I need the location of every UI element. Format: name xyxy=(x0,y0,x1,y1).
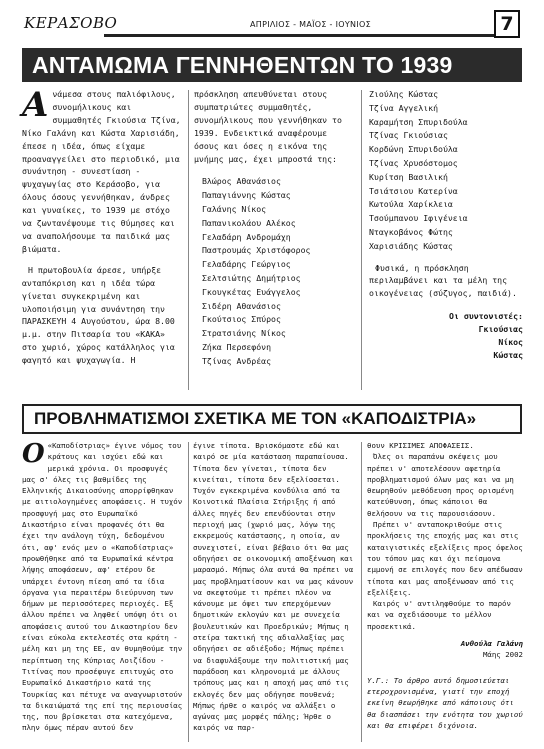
participant-name: Χαρισιάδης Κώστας xyxy=(369,240,453,251)
article1-dropcap: Α xyxy=(22,85,49,125)
coordinator-name: Γκιούσιας xyxy=(478,324,523,335)
participant-name: Κωτούλα Χαρίκλεια xyxy=(369,199,453,210)
participant-name: Καραμήτση Σπυριδούλα xyxy=(369,116,468,127)
participant-name: Παπανικολάου Αλέκος xyxy=(202,217,296,228)
participant-name: Στρατσιάνης Νίκος xyxy=(202,328,286,339)
article2-column-3-text-d: Καιρός ν' αντιληφθούμε το παρόν και να σχεδιάσουμε το μέλλον προσεκτικά. xyxy=(367,599,511,631)
column-divider xyxy=(188,442,189,742)
participant-name: Σελτσιώτης Δημήτριος xyxy=(202,273,301,284)
article2-title: ΠΡΟΒΛΗΜΑΤΙΣΜΟΙ ΣΧΕΤΙΚΑ ΜΕ ΤΟΝ «ΚΑΠΟΔΙΣΤΡΙΑ» xyxy=(22,404,522,434)
participant-name: Τζίνας Ανδρέας xyxy=(202,355,272,366)
column-divider xyxy=(361,442,362,742)
article2-column-1 xyxy=(22,440,184,734)
participant-name: Τζίνα Αγγελική xyxy=(369,102,439,113)
participant-name: Κυρίτση Βασιλική xyxy=(369,171,448,182)
article2-column-2 xyxy=(193,440,355,734)
author-name: Ανθούλα Γαλάνη xyxy=(460,639,523,649)
article2-column-2-text: έγινε τίποτα. Βρισκόμαστε εδώ και καιρό σε μία κατάσταση παραπαίουσα. Τίποτα δεν γίνεται, τίποτα δεν κινείται, τίποτα δεν εξελίσσεται. Τυχόν εγκεκριμένα κονδύλια από τα Κοινοτικά Πλαίσια Στήριξης ή από άλλες πηγές δεν επενδύονται στην περιοχή μας (χωριό μας, λόγω της εκκρεμούς κατάστασης, η οποία, αν συνεχιστεί, είναι βέβαιο ότι θα μας οδηγήσει σε οικονομική αποξένωση και μαρασμό. Μήπως όλα αυτά θα πρέπει να μας προβληματίσουν και να μας κάνουν να σκεφτούμε τι πρέπει πλέον να κάνουμε με όψει των επερχόμενων δημοτικών εκλογών και με συνεχεία βουλευτικών και Προεδρικών; Μήπως η στείρα τακτική της αδιαλλαξίας μας οδηγήσει σε αδιέξοδο; Μήπως πρέπει να διαφυλάξουμε την πολιτιστική μας παράδοση και κληρονομιά με άλλους τρόπους μας και η αποχή μας από τις εκλογές δεν μας οδήγησε πουθενά; Μήπως ήρθε ο καιρός να αλλάξει ο αγώνας μας μορφές πάλης; Ήρθε ο καιρός να παρ- xyxy=(193,441,354,733)
participant-name: Σιδέρη Αθανάσιος xyxy=(202,300,281,311)
issue-months: ΑΠΡΙΛΙΟΣ - ΜΑΪΟΣ - ΙΟΥΝΙΟΣ xyxy=(250,20,371,29)
participant-name: Γαλάνης Νίκος xyxy=(202,204,267,215)
page-number: 7 xyxy=(494,10,520,38)
participant-name: Τζίνας Χρυσόστομος xyxy=(369,157,458,168)
coordinator-name: Κώστας xyxy=(493,350,523,360)
article1-paragraph-2: Η πρωτοβουλία άρεσε, υπήρξε ανταπόκριση και η ιδέα τώρα γίνεται συγκεκριμένη και υλοποιήσιμη για συνάντηση την ΠΑΡΑΣΚΕΥΗ 4 Αυγούστου, ώρα 8.00 μ.μ. στην Πιτσαρία του «ΚΑΚΑ» στο χωριό, χώρος κατάλληλος για φαγητό και ψυχαγωγία. Η xyxy=(22,264,175,366)
postscript-note: Υ.Γ.: Το άρθρο αυτό δημοσιεύεται ετεροχρονισμένα, γιατί την εποχή εκείνη θεωρήθηκε από κάποιους ότι θα διασπάσει την ενότητα του χωριού και θα επιφέρει διχόνοια. xyxy=(367,675,523,730)
participant-name: Νταγκοβάνος Φώτης xyxy=(369,226,453,237)
names-list-2 xyxy=(369,88,523,254)
article1-paragraph-3: πρόσκληση απευθύνεται στους συμπατριώτες συμμαθητές, συνομήλικους που γεννήθηκαν το 1939. Ενδεικτικά αναφέρουμε όσους και όσες η εικόνα της μνήμης μας, έχει μπροστά της: xyxy=(194,89,342,164)
column-divider xyxy=(188,90,189,390)
participant-name: Βλώρος Αθανάσιος xyxy=(202,176,281,187)
closing-paragraph: Φυσικά, η πρόσκληση περιλαμβάνει και τα μέλη της οικογένειας (σύζυγος, παιδιά). xyxy=(369,262,517,299)
participant-name: Γκουγκέτας Ευάγγελος xyxy=(202,286,301,297)
article1-column-1 xyxy=(22,85,182,367)
article2-column-3-text-b: Όλες οι παραπάνω σκέψεις μου πρέπει ν' αποτελέσουν αφετηρία προβληματισμού όλων μας και να μη θεωρηθούν μεθόδευση προς ορισμένη κατεύθυνση, όπως κάποιοι θα θελήσουν να τις παρουσιάσουν. xyxy=(367,452,514,518)
names-list-1 xyxy=(194,175,356,368)
page-header xyxy=(22,10,522,42)
article2-column-3 xyxy=(367,440,523,731)
article2-column-3-text-c: Πρέπει ν' ανταποκριθούμε στις προκλήσεις της εποχής μας και στις καταιγιστικές εξελίξεις προς όφελος του τόπου μας και όχι πείσμονα εμμονή σε επιλογές που δεν απέδωσαν τίποτα και μας αποξένωσαν από τις εξελίξεις. xyxy=(367,520,523,597)
article2-dropcap: Ο xyxy=(22,439,45,469)
article2-column-3-text-a: θουν ΚΡΙΣΙΜΕΣ ΑΠΟΦΑΣΕΙΣ. xyxy=(367,441,474,450)
article1-title: ΑΝΤΑΜΩΜΑ ΓΕΝΝΗΘΕΝΤΩΝ ΤΟ 1939 xyxy=(22,48,522,82)
coordinators-label: Οι συντονιστές: xyxy=(449,311,523,322)
article1-column-2 xyxy=(194,88,356,369)
participant-name: Τσιάτσιου Κατερίνα xyxy=(369,185,458,196)
column-divider xyxy=(361,90,362,390)
participant-name: Γελαδάρης Γεώργιος xyxy=(202,259,291,270)
newsletter-brand: ΚΕΡΑΣΟΒΟ xyxy=(24,14,118,32)
header-rule xyxy=(104,34,494,37)
participant-name: Ζιούλης Κώστας xyxy=(369,89,439,99)
participant-name: Ζήκα Περσεφόνη xyxy=(202,342,272,352)
coordinator-name: Νίκος xyxy=(498,337,523,348)
participant-name: Κορδώνη Σπυριδούλα xyxy=(369,144,458,155)
article1-column-3 xyxy=(369,88,523,362)
article-date: Μάης 2002 xyxy=(482,650,523,660)
article1-paragraph-1-text: νάμεσα στους παλιόφιλους, συνομήλικους και συμμαθητές Γκιούσια Τζίνα, Νίκο Γαλάνη και Κώστα Χαρισιάδη, έπεσε η ιδέα, όπως είχαμε προαναγγείλει στο περιοδικό, μια συνάντηση - συνεστίαση - ψυχαγωγίας στο Κεράσοβο, για όλους όσους γεννήθηκαν, άνδρες και γυναίκες, το 1939 με στόχο να ζωντανέψουμε τις θύμησες και να αναπολήσουμε τα παιδικά μας βιώματα. xyxy=(22,89,181,254)
article1-paragraph-1 xyxy=(22,85,182,256)
participant-name: Γελαδάρη Ανδρομάχη xyxy=(202,231,291,242)
article2-column-1-text: «Καποδίστριας» έγινε νόμος του κράτους και ισχύει εδώ και μερικά χρόνια. Οι προσφυγές μας σ' όλες τις βαθμίδες της Ελληνικής Δικαιοσύνης απορρίφθηκαν με αιτιολογημένες αποφάσεις. Η τυχόν προσφυγή μας στο Ευρωπαϊκό Δικαστήριο είναι προφανές ότι θα έχει την ανάλογη τύχη, δεδομένου ότι, αφ' ενός μεν ο «Καποδίστριας» προωθήθηκε από τα Ευρωπαϊκά κέντρα λήψης αποφάσεων, αφ' ετέρου δε υπάρχει έντονη πίεση από τα ίδια όργανα για περαιτέρω διεύρυνση των δήμων με περισσότερες περιοχές. Εξ άλλου πρέπει να ληφθεί υπόψη ότι οι αποφάσεις αυτού του Δικαστηρίου δεν είναι εύκολα εκτελεστές στα κράτη - μέλη και μη της ΕΕ, αν θυμηθούμε την περίπτωση της Κύπριας Λοιζίδου - Τιτίνας που προσέφυγε επιτυχώς στο Ευρωπαϊκό Δικαστήριο κατά της Τουρκίας και πέτυχε να αναγνωριστούν τα δικαιώματά της επί της περιουσίας της, που βρίσκεται στα κατεχόμενα, πλην όμως πέραν αυτού δεν xyxy=(22,441,183,733)
participant-name: Παστρουμάς Χριστόφορος xyxy=(202,245,311,256)
participant-name: Παπαγιάννης Κώστας xyxy=(202,190,291,201)
participant-name: Τσούμπανου Ιφιγένεια xyxy=(369,213,468,224)
participant-name: Τζίνας Γκιούσιας xyxy=(369,130,448,141)
participant-name: Γκούτσιος Σπύρος xyxy=(202,314,281,325)
